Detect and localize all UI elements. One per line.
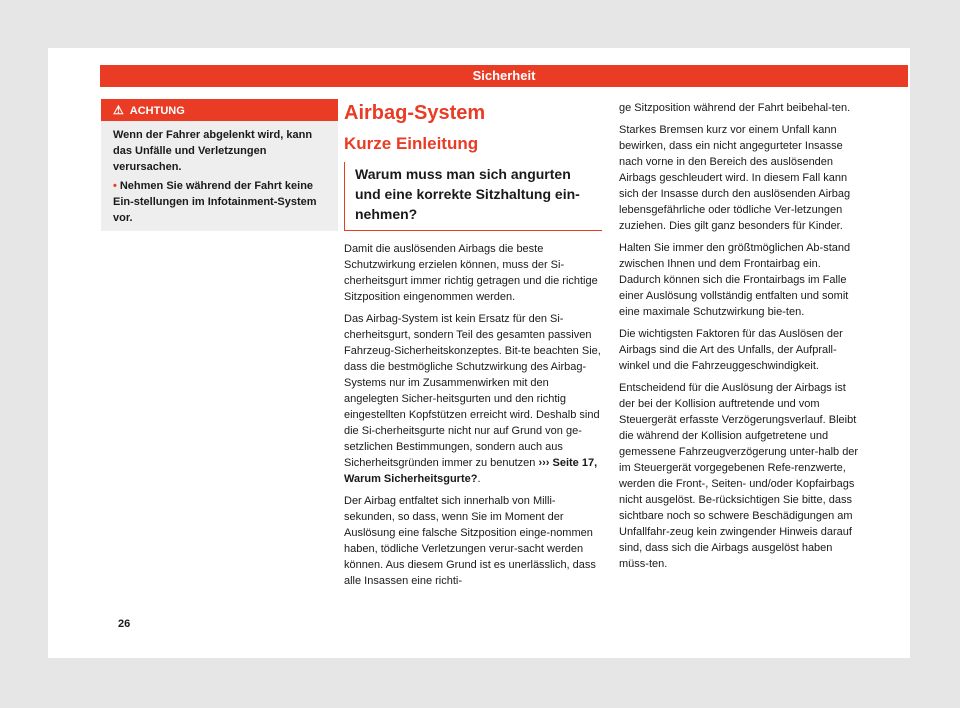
paragraph: ge Sitzposition während der Fahrt beibehal-ten.	[619, 102, 851, 114]
paragraph: Damit die auslösenden Airbags die beste Schutzwirkung erzielen können, muss der Si-cherheitsgurt immer richtig getragen und die richtige Sitzposition eingenommen werden.	[344, 243, 598, 303]
paragraph: Die wichtigsten Faktoren für das Auslösen der Airbags sind die Art des Unfalls, der Aufprall-winkel und die Fahrzeuggeschwindigkeit.	[619, 328, 843, 372]
section-subtitle: Kurze Einleitung	[344, 134, 479, 153]
warning-triangle-icon: ⚠	[113, 103, 124, 117]
page-number: 26	[118, 618, 131, 630]
warning-text: Wenn der Fahrer abgelenkt wird, kann das Unfälle und Verletzungen verursachen.	[113, 129, 313, 173]
paragraph: Halten Sie immer den größtmöglichen Ab-stand zwischen Ihnen und dem Frontairbag ein. Dadurch können sich die Frontairbags im Falle einer Auslösung vollständig entfalten und somit eine maximale Schutzwirkung bie-ten.	[619, 242, 851, 318]
column-right	[619, 100, 859, 578]
bullet-icon: •	[113, 180, 117, 192]
warning-bullet-text: Nehmen Sie während der Fahrt keine Ein-stellungen im Infotainment-System vor.	[113, 180, 317, 224]
paragraph	[344, 311, 602, 487]
page-title: Airbag-System	[344, 102, 486, 124]
warning-body	[101, 121, 338, 226]
paragraph: Der Airbag entfaltet sich innerhalb von Milli-sekunden, so dass, wenn Sie im Moment der Auslösung eine falsche Sitzposition einge-nommen haben, tödliche Verletzungen verur-sacht werden können. Aus diesem Grund ist es unerlässlich, dass alle Insassen eine richti-	[344, 495, 596, 587]
section-header: Sicherheit	[100, 65, 908, 87]
paragraph-end: .	[477, 473, 481, 485]
paragraph-text: Das Airbag-System ist kein Ersatz für den Si-cherheitsgurt, sondern Teil des gesamten passiven Fahrzeug-Sicherheitskonzeptes. Bit-te beachten Sie, dass die bestmögliche Schutzwirkung des Airbag-Systems nur im Zusammenwirken mit den angelegten Sicher-heitsgurten und den richtig eingestellten Kopfstützen erreicht wird. Deshalb sind die Si-cherheitsgurte nicht nur auf Grund von ge-setzlichen Bestimmungen, sondern auch aus Sicherheitsgründen immer zu benutzen	[344, 313, 601, 469]
manual-page	[48, 48, 910, 658]
paragraph: Starkes Bremsen kurz vor einem Unfall kann bewirken, dass ein nicht angegurteter Insasse nach vorne in den Bereich des auslösenden Airbags geschleudert wird. In diesem Fall kann sich der Insasse durch den auslösenden Airbag lebensgefährliche oder tödliche Ver-letzungen zuziehen. Dies gilt ganz besonders für Kinder.	[619, 124, 851, 232]
paragraph: Entscheidend für die Auslösung der Airbags ist der bei der Kollision auftretende und vom Steuergerät erfasste Verzögerungsverlauf. Bleibt die während der Kollision aufgetretene und gemessene Fahrzeugverzögerung unter-halb der im Steuergerät vorgegebenen Refe-renzwerte, werden die Front-, Seiten- und/oder Kopfairbags nicht ausgelöst. Be-rücksichtigen Sie bitte, dass sichtbare noch so schwere Beschädigungen am Unfallfahr-zeug kein zwingender Hinweis darauf sind, dass sich die Airbags ausgelöst haben müss-ten.	[619, 382, 859, 570]
warning-box	[101, 99, 338, 231]
warning-label: ACHTUNG	[129, 105, 185, 117]
warning-bullet-item	[113, 178, 328, 226]
page-reference-link[interactable]: ››› Seite 17, Warum Sicherheitsgurte?	[344, 457, 598, 485]
question-heading: Warum muss man sich angurten und eine korrekte Sitzhaltung ein-nehmen?	[344, 162, 602, 231]
warning-header	[101, 99, 338, 121]
column-middle	[344, 100, 602, 595]
